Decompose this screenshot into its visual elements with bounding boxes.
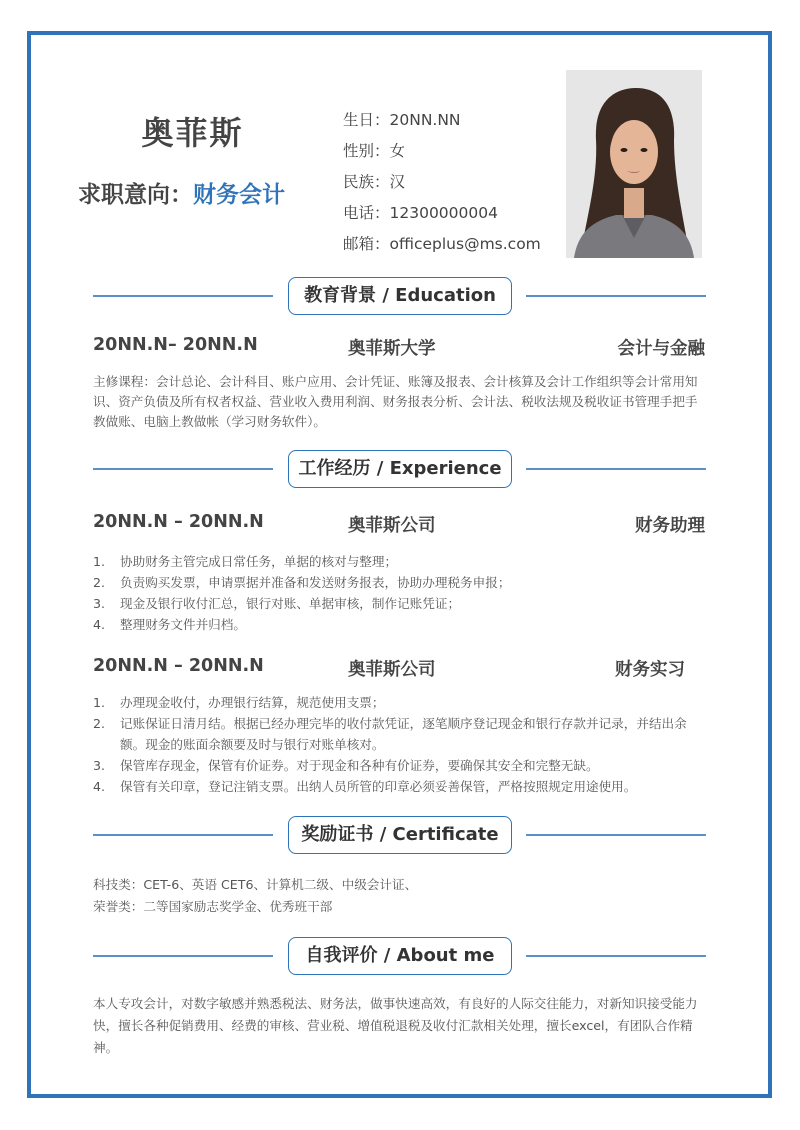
list-item: 4. 保管有关印章，登记注销支票。出纳人员所管的印章必须妥善保管，严格按照规定用途使用。 bbox=[93, 779, 637, 794]
education-date: 20NN.N– 20NN.N bbox=[93, 335, 258, 355]
about-text: 本人专攻会计，对数字敏感并熟悉税法、财务法，做事快速高效，有良好的人际交往能力，对新知识接受能力快，擅长各种促销费用、经费的审核、营业税、增值税退税及收付汇款相关处理，擅长excel，有团队合作精神。 bbox=[93, 996, 698, 1055]
divider-line bbox=[93, 468, 273, 470]
info-email: 邮箱：officeplus@ms.com bbox=[343, 235, 541, 253]
job-entry bbox=[93, 512, 705, 538]
section-about-header bbox=[0, 937, 800, 977]
section-certificate-header bbox=[0, 816, 800, 856]
profile-photo bbox=[566, 70, 702, 258]
job-company: 奥菲斯公司 bbox=[348, 516, 436, 536]
info-phone: 电话：12300000004 bbox=[343, 204, 498, 222]
list-item: 1. 协助财务主管完成日常任务，单据的核对与整理； bbox=[93, 554, 398, 569]
certificate-tech: 科技类：CET-6、英语 CET6、计算机二级、中级会计证、 bbox=[93, 877, 418, 892]
section-certificate-title: 奖励证书 / Certificate bbox=[288, 816, 512, 854]
info-gender: 性别：女 bbox=[343, 142, 406, 160]
job-intent-label: 求职意向： bbox=[78, 182, 193, 208]
info-birthday: 生日：20NN.NN bbox=[343, 111, 461, 129]
job-duties-list bbox=[93, 692, 705, 797]
education-school: 奥菲斯大学 bbox=[348, 339, 436, 359]
job-intent-value: 财务会计 bbox=[193, 182, 285, 208]
job-role: 财务实习 bbox=[615, 660, 685, 680]
section-experience-title: 工作经历 / Experience bbox=[288, 450, 512, 488]
divider-line bbox=[93, 295, 273, 297]
divider-line bbox=[526, 955, 706, 957]
list-item: 2. 负责购买发票，申请票据并准备和发送财务报表，协助办理税务申报； bbox=[93, 575, 511, 590]
section-education-header bbox=[0, 277, 800, 317]
divider-line bbox=[93, 834, 273, 836]
education-major: 会计与金融 bbox=[617, 339, 705, 359]
section-about-title: 自我评价 / About me bbox=[288, 937, 512, 975]
education-entry bbox=[93, 335, 705, 361]
divider-line bbox=[526, 295, 706, 297]
section-experience-header bbox=[0, 450, 800, 490]
job-date: 20NN.N – 20NN.N bbox=[93, 512, 264, 532]
info-ethnicity: 民族：汉 bbox=[343, 173, 406, 191]
list-item: 1. 办理现金收付，办理银行结算，规范使用支票； bbox=[93, 695, 385, 710]
divider-line bbox=[526, 468, 706, 470]
list-item: 3. 保管库存现金，保管有价证券。对于现金和各种有价证券，要确保其安全和完整无缺。 bbox=[93, 758, 599, 773]
certificate-honor: 荣誉类：二等国家励志奖学金、优秀班干部 bbox=[93, 899, 333, 914]
education-courses: 主修课程：会计总论、会计科目、账户应用、会计凭证、账簿及报表、会计核算及会计工作组织等会计常用知识、资产负债及所有权者权益、营业收入费用利润、财务报表分析、会计法、税收法规及税收证书管理手把手教做账、电脑上教做帐（学习财务软件）。 bbox=[93, 374, 698, 429]
candidate-name: 奥菲斯 bbox=[141, 114, 244, 152]
list-item: 2. 记账保证日清月结。根据已经办理完毕的收付款凭证，逐笔顺序登记现金和银行存款并记录，并结出余额。现金的账面余额要及时与银行对账单核对。 bbox=[93, 716, 687, 752]
job-company: 奥菲斯公司 bbox=[348, 660, 436, 680]
section-education-title: 教育背景 / Education bbox=[288, 277, 512, 315]
job-entry bbox=[93, 656, 705, 682]
job-role: 财务助理 bbox=[635, 516, 705, 536]
list-item: 4. 整理财务文件并归档。 bbox=[93, 617, 246, 632]
job-date: 20NN.N – 20NN.N bbox=[93, 656, 264, 676]
job-intent bbox=[78, 176, 318, 209]
job-duties-list bbox=[93, 551, 705, 635]
personal-info bbox=[343, 108, 558, 263]
divider-line bbox=[526, 834, 706, 836]
portrait-illustration bbox=[566, 70, 702, 258]
divider-line bbox=[93, 955, 273, 957]
list-item: 3. 现金及银行收付汇总，银行对账、单据审核，制作记账凭证； bbox=[93, 596, 461, 611]
